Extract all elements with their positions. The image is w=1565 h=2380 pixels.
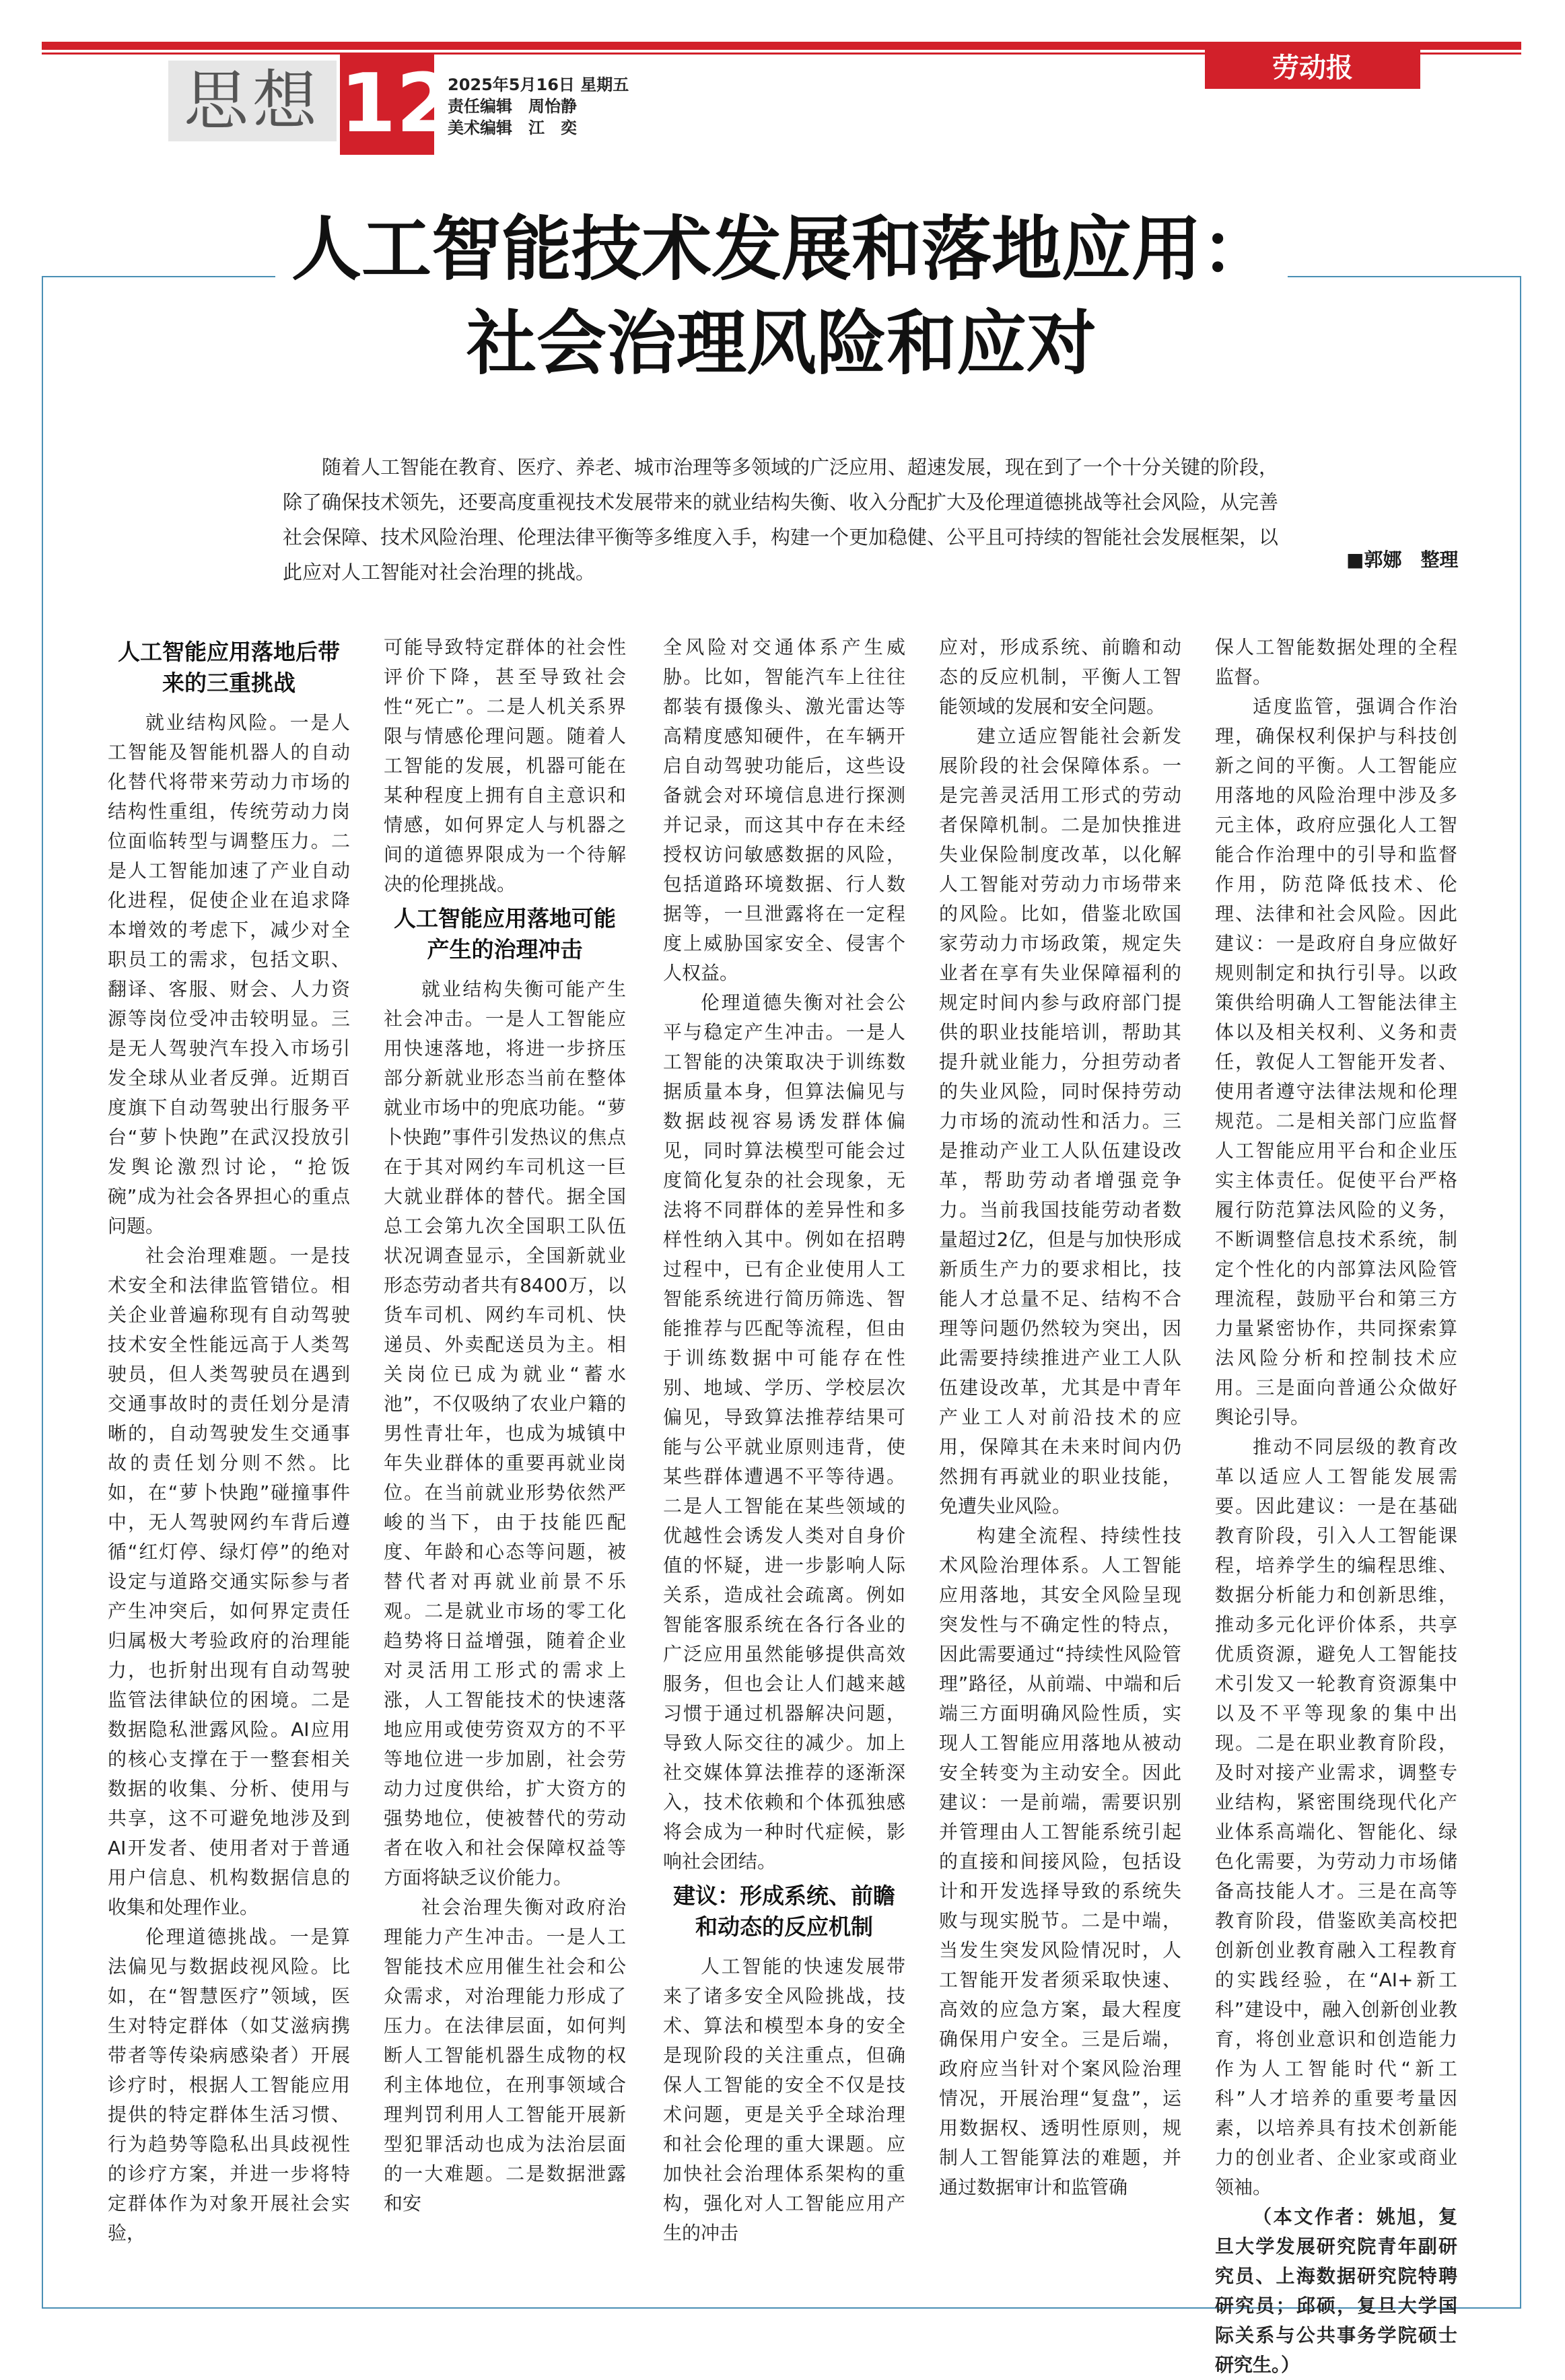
paragraph: 伦理道德挑战。一是算法偏见与数据歧视风险。比如，在“智慧医疗”领域，医生对特定群体（如艾滋病携带者等传染病感染者）开展诊疗时，根据人工智能应用提供的特定群体生活习惯、行为趋势等隐私出具歧视性的诊疗方案，并进一步将特定群体作为对象开展社会实验， bbox=[108, 1926, 350, 2244]
logo-text: 劳动报 bbox=[1272, 52, 1353, 83]
paragraph: 构建全流程、持续性技术风险治理体系。人工智能应用落地，其安全风险呈现突发性与不确定性的特点，因此需要通过“持续性风险管理”路径，从前端、中端和后端三方面明确风险性质，实现人工智能应用落地从被动安全转变为主动安全。因此建议：一是前端，需要识别并管理由人工智能系统引起的直接和间接风险，包括设计和开发选择导致的系统失败与现实脱节。二是中端，当发生突发风险情况时，人工智能开发者须采取快速、高效的应急方案，最大程度确保用户安全。三是后端，政府应当针对个案风险治理情况，开展治理“复盘”，运用数据权、透明性原则，规制人工智能算法的难题，并通过数据审计和监管确 bbox=[939, 1525, 1181, 2198]
issue-date: 2025年5月16日 星期五 bbox=[448, 75, 629, 94]
paragraph: 建立适应智能社会新发展阶段的社会保障体系。一是完善灵活用工形式的劳动者保障机制。二是加快推进失业保险制度改革，以化解人工智能对劳动力市场带来的风险。比如，借鉴北欧国家劳动力市场政策，规定失业者在享有失业保障福利的规定时间内参与政府部门提供的职业技能培训，帮助其提升就业能力，分担劳动者的失业风险，同时保持劳动力市场的流动性和活力。三是推动产业工人队伍建设改革，帮助劳动者增强竞争力。当前我国技能劳动者数量超过2亿，但是与加快形成新质生产力的要求相比，技能人才总量不足、结构不合理等问题仍然较为突出，因此需要持续推进产业工人队伍建设改革，尤其是中青年产业工人对前沿技术的应用，保障其在未来时间内仍然拥有再就业的职业技能，免遭失业风险。 bbox=[939, 725, 1181, 1517]
paragraph: 保人工智能数据处理的全程监督。 bbox=[1215, 636, 1457, 688]
column-2-heading: 人工智能应用落地可能产生的治理冲击 bbox=[394, 905, 616, 963]
paragraph: 伦理道德失衡对社会公平与稳定产生冲击。一是人工智能的决策取决于训练数据质量本身，但算法偏见与数据歧视容易诱发群体偏见，同时算法模型可能会过度简化复杂的社会现象，无法将不同群体的差异性和多样性纳入其中。例如在招聘过程中，已有企业使用人工智能系统进行简历筛选、智能推荐与匹配等流程，但由于训练数据中可能存在性别、地域、学历、学校层次偏见，导致算法推荐结果可能与公平就业原则违背，使某些群体遭遇不平等待遇。二是人工智能在某些领域的优越性会诱发人类对自身价值的怀疑，进一步影响人际关系，造成社会疏离。例如智能客服系统在各行各业的广泛应用虽然能够提供高效服务，但也会让人们越来越习惯于通过机器解决问题，导致人际交往的减少。加上社交媒体算法推荐的逐渐深入，技术依赖和个体孤独感将会成为一种时代症候，影响社会团结。 bbox=[663, 991, 905, 1873]
page-meta bbox=[448, 74, 629, 139]
column-2 bbox=[384, 633, 626, 2218]
article-byline: ■郭娜 整理 bbox=[1346, 549, 1459, 571]
column-3-heading: 建议：形成系统、前瞻和动态的反应机制 bbox=[673, 1883, 895, 1940]
paragraph: 适度监管，强调合作治理，确保权利保护与科技创新之间的平衡。人工智能应用落地的风险治理中涉及多元主体，政府应强化人工智能合作治理中的引导和监督作用，防范降低技术、伦理、法律和社会风险。因此建议：一是政府自身应做好规则制定和执行引导。以政策供给明确人工智能法律主体以及相关权利、义务和责任，敦促人工智能开发者、使用者遵守法律法规和伦理规范。二是相关部门应监督人工智能应用平台和企业压实主体责任。促使平台严格履行防范算法风险的义务，不断调整信息技术系统，制定个性化的内部算法风险管理流程，鼓励平台和第三方力量紧密协作，共同探索算法风险分析和控制技术应用。三是面向普通公众做好舆论引导。 bbox=[1215, 695, 1457, 1428]
paragraph: 就业结构风险。一是人工智能及智能机器人的自动化替代将带来劳动力市场的结构性重组，传统劳动力岗位面临转型与调整压力。二是人工智能加速了产业自动化进程，促使企业在追求降本增效的考虑下，减少对全职员工的需求，包括文职、翻译、客服、财会、人力资源等岗位受冲击较明显。三是无人驾驶汽车投入市场引发全球从业者反弹。近期百度旗下自动驾驶出行服务平台“萝卜快跑”在武汉投放引发舆论激烈讨论，“抢饭碗”成为社会各界担心的重点问题。 bbox=[108, 711, 350, 1237]
responsible-editor: 责任编辑 周怡静 bbox=[448, 97, 577, 116]
paragraph: 推动不同层级的教育改革以适应人工智能发展需要。因此建议：一是在基础教育阶段，引入人工智能课程，培养学生的编程思维、数据分析能力和创新思维，推动多元化评价体系，共享优质资源，避免人工智能技术引发又一轮教育资源集中以及不平等现象的集中出现。二是在职业教育阶段，及时对接产业需求，调整专业结构，紧密围绕现代化产业体系高端化、智能化、绿色化需要，为劳动力市场储备高技能人才。三是在高等教育阶段，借鉴欧美高校把创新创业教育融入工程教育的实践经验，在“AI+新工科”建设中，融入创新创业教育，将创业意识和创造能力作为人工智能时代“新工科”人才培养的重要考量因素，以培养具有技术创新能力的创业者、企业家或商业领袖。 bbox=[1215, 1436, 1457, 2198]
page-number: 12 bbox=[340, 54, 434, 155]
article-headline bbox=[42, 202, 1521, 390]
column-1 bbox=[108, 633, 350, 2248]
paragraph: 应对，形成系统、前瞻和动态的反应机制，平衡人工智能领域的发展和安全问题。 bbox=[939, 636, 1181, 718]
paragraph: 人工智能的快速发展带来了诸多安全风险挑战，技术、算法和模型本身的安全是现阶段的关注重点，但确保人工智能的安全不仅是技术问题，更是关乎全球治理和社会伦理的重大课题。应加快社会治理体系架构的重构，强化对人工智能应用产生的冲击 bbox=[663, 1955, 905, 2244]
paragraph: 社会治理难题。一是技术安全和法律监管错位。相关企业普遍称现有自动驾驶技术安全性能远高于人类驾驶员，但人类驾驶员在遇到交通事故时的责任划分是清晰的，自动驾驶发生交通事故的责任划分则不然。比如，在“萝卜快跑”碰撞事件中，无人驾驶网约车背后遵循“红灯停、绿灯停”的绝对设定与道路交通实际参与者产生冲突后，如何界定责任归属极大考验政府的治理能力，也折射出现有自动驾驶监管法律缺位的困境。二是数据隐私泄露风险。AI应用的核心支撑在于一整套相关数据的收集、分析、使用与共享，这不可避免地涉及到AI开发者、使用者对于普通用户信息、机构数据信息的收集和处理作业。 bbox=[108, 1245, 350, 1918]
article-lead: 随着人工智能在教育、医疗、养老、城市治理等多领域的广泛应用、超速发展，现在到了一个十分关键的阶段，除了确保技术领先，还要高度重视技术发展带来的就业结构失衡、收入分配扩大及伦理道德挑战等社会风险，从完善社会保障、技术风险治理、伦理法律平衡等多维度入手，构建一个更加稳健、公平且可持续的智能社会发展框架，以此应对人工智能对社会治理的挑战。 bbox=[283, 456, 1279, 584]
art-editor: 美术编辑 江 奕 bbox=[448, 118, 577, 137]
column-5 bbox=[1215, 633, 1457, 2380]
paragraph: 社会治理失衡对政府治理能力产生冲击。一是人工智能技术应用催生社会和公众需求，对治理能力形成了压力。在法律层面，如何判断人工智能机器生成物的权利主体地位，在刑事领域合理判罚利用人工智能开展新型犯罪活动也成为法治层面的一大难题。二是数据泄露和安 bbox=[384, 1896, 626, 2214]
column-1-heading: 人工智能应用落地后带来的三重挑战 bbox=[118, 639, 340, 696]
headline-line-2: 社会治理风险和应对 bbox=[450, 302, 1113, 384]
newspaper-logo bbox=[1205, 47, 1420, 89]
headline-line-1: 人工智能技术发展和落地应用： bbox=[275, 207, 1288, 290]
paragraph: 可能导致特定群体的社会性评价下降，甚至导致社会性“死亡”。二是人机关系界限与情感伦理问题。随着人工智能的发展，机器可能在某种程度上拥有自主意识和情感，如何界定人与机器之间的道德界限成为一个待解决的伦理挑战。 bbox=[384, 636, 626, 895]
author-note: （本文作者：姚旭，复旦大学发展研究院青年副研究员、上海数据研究院特聘研究员；邱硕，复旦大学国际关系与公共事务学院硕士研究生。） bbox=[1215, 2206, 1457, 2376]
paragraph: 全风险对交通体系产生威胁。比如，智能汽车上往往都装有摄像头、激光雷达等高精度感知硬件，在车辆开启自动驾驶功能后，这些设备就会对环境信息进行探测并记录，而这其中存在未经授权访问敏感数据的风险，包括道路环境数据、行人数据等，一旦泄露将在一定程度上威胁国家安全、侵害个人权益。 bbox=[663, 636, 905, 984]
column-4 bbox=[939, 633, 1181, 2202]
paragraph: 就业结构失衡可能产生社会冲击。一是人工智能应用快速落地，将进一步挤压部分新就业形态当前在整体就业市场中的兜底功能。“萝卜快跑”事件引发热议的焦点在于其对网约车司机这一巨大就业群体的替代。据全国总工会第九次全国职工队伍状况调查显示，全国新就业形态劳动者共有8400万，以货车司机、网约车司机、快递员、外卖配送员为主。相关岗位已成为就业“蓄水池”，不仅吸纳了农业户籍的男性青壮年，也成为城镇中年失业群体的重要再就业岗位。在当前就业形势依然严峻的当下，由于技能匹配度、年龄和心态等问题，被替代者对再就业前景不乐观。二是就业市场的零工化趋势将日益增强，随着企业对灵活用工形式的需求上涨，人工智能技术的快速落地应用或使劳资双方的不平等地位进一步加剧，社会劳动力过度供给，扩大资方的强势地位，使被替代的劳动者在收入和社会保障权益等方面将缺乏议价能力。 bbox=[384, 978, 626, 1889]
column-3 bbox=[663, 633, 905, 2248]
section-name: 思想 bbox=[168, 61, 337, 141]
